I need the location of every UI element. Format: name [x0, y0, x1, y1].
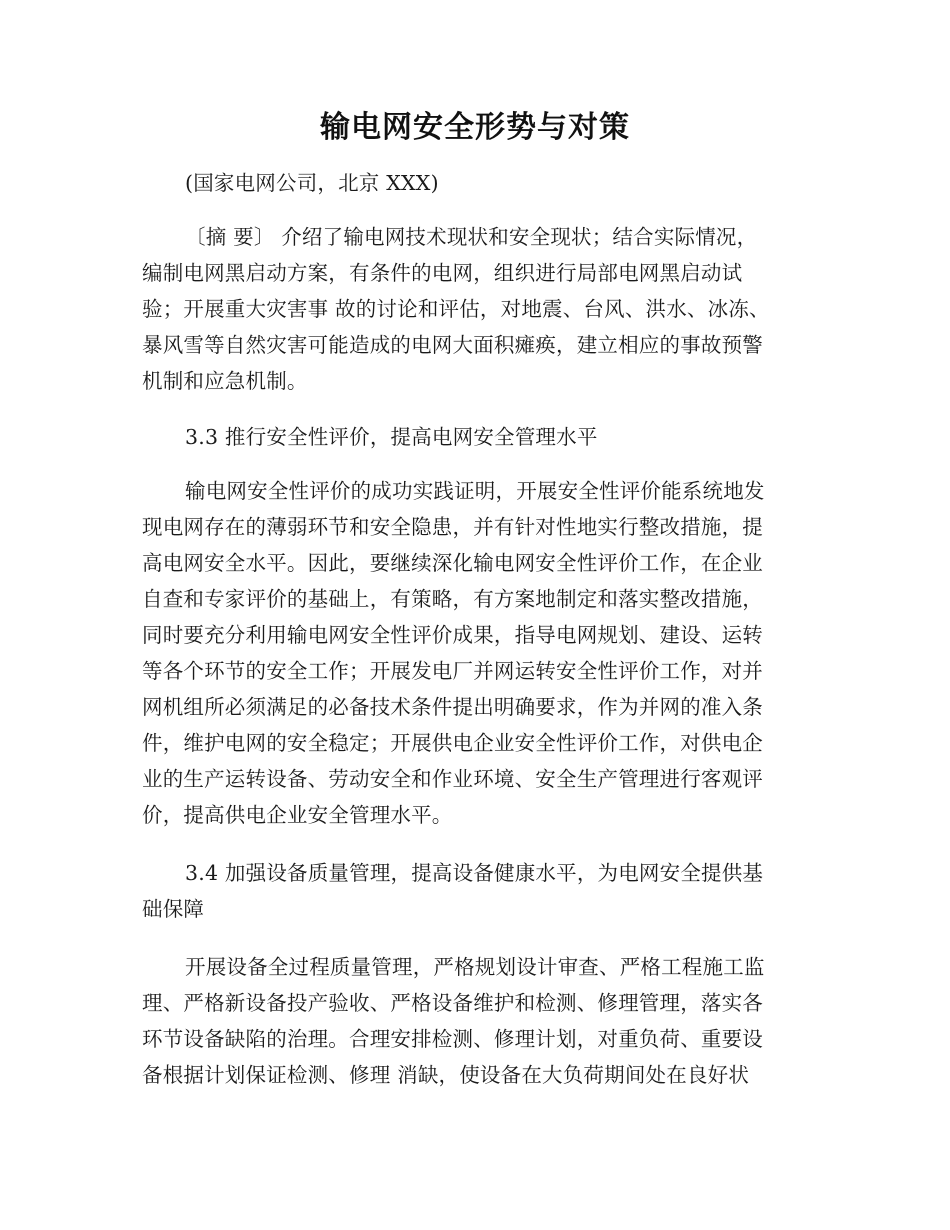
body-line: 环节设备缺陷的治理。合理安排检测、修理计划，对重负荷、重要设: [142, 1027, 763, 1051]
abstract-line: 机制和应急机制。: [142, 369, 308, 393]
document-title: 输电网安全形势与对策: [320, 110, 630, 145]
body-line: 输电网安全性评价的成功实践证明，开展安全性评价能系统地发: [185, 479, 765, 503]
author-affiliation: (国家电网公司，北京 XXX): [185, 171, 439, 195]
body-line: 备根据计划保证检测、修理 消缺，使设备在大负荷期间处在良好状: [142, 1063, 750, 1087]
body-line: 网机组所必须满足的必备技术条件提出明确要求，作为并网的准入条: [142, 695, 763, 719]
body-line: 业的生产运转设备、劳动安全和作业环境、安全生产管理进行客观评: [142, 767, 763, 791]
body-line: 件，维护电网的安全稳定；开展供电企业安全性评价工作，对供电企: [142, 731, 763, 755]
body-line: 开展设备全过程质量管理，严格规划设计审查、严格工程施工监: [185, 955, 765, 979]
body-line: 自查和专家评价的基础上，有策略，有方案地制定和落实整改措施，: [142, 587, 763, 611]
body-line: 价，提高供电企业安全管理水平。: [142, 803, 453, 827]
section-heading: 础保障: [142, 897, 205, 921]
body-line: 理、严格新设备投产验收、严格设备维护和检测、修理管理，落实各: [142, 991, 763, 1015]
abstract-line: 暴风雪等自然灾害可能造成的电网大面积瘫痪，建立相应的事故预警: [142, 333, 763, 357]
body-line: 等各个环节的安全工作；开展发电厂并网运转安全性评价工作，对并: [142, 659, 763, 683]
abstract-line: 〔摘 要〕 介绍了输电网技术现状和安全现状；结合实际情况，: [185, 225, 758, 249]
body-line: 高电网安全水平。因此，要继续深化输电网安全性评价工作，在企业: [142, 551, 763, 575]
body-line: 现电网存在的薄弱环节和安全隐患，并有针对性地实行整改措施，提: [142, 515, 763, 539]
section-heading: 3.3 推行安全性评价，提高电网安全管理水平: [185, 425, 598, 449]
abstract-line: 验；开展重大灾害事 故的讨论和评估，对地震、台风、洪水、冰冻、: [142, 297, 770, 321]
abstract-line: 编制电网黑启动方案，有条件的电网，组织进行局部电网黑启动试: [142, 261, 743, 285]
section-heading: 3.4 加强设备质量管理，提高设备健康水平，为电网安全提供基: [185, 861, 764, 885]
body-line: 同时要充分利用输电网安全性评价成果，指导电网规划、建设、运转: [142, 623, 763, 647]
